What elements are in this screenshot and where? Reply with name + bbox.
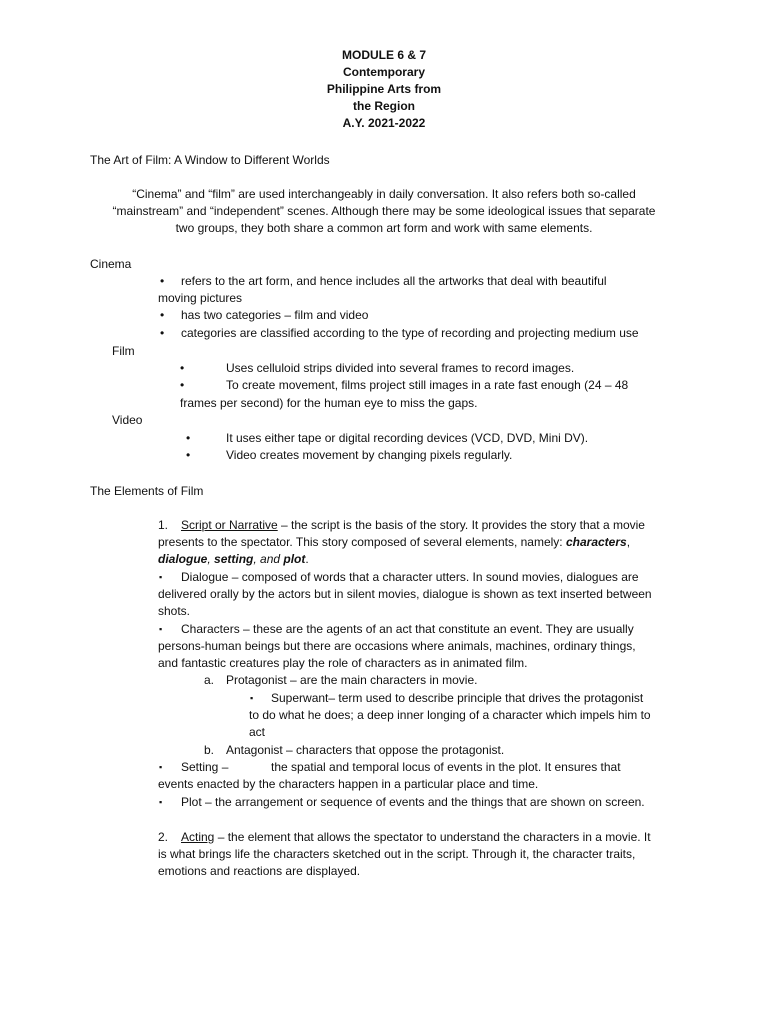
cinema-heading: Cinema	[90, 257, 132, 271]
square-bullet-icon: ▪	[159, 762, 163, 772]
video-bullet-2: Video creates movement by changing pixels regularly.	[226, 448, 513, 462]
item-2-number: 2.	[158, 830, 169, 844]
bullet-icon: •	[186, 448, 191, 462]
item-2-line-1	[181, 829, 651, 846]
sub-item-a-protagonist: Protagonist – are the main characters in movie.	[226, 673, 478, 687]
element-plot: plot	[283, 552, 306, 566]
item-2-line-2: is what brings life the characters sketched out in the script. Through it, the character traits,	[158, 847, 636, 861]
header-line-module: MODULE 6 & 7	[341, 48, 426, 62]
item-2-line-3: emotions and reactions are displayed.	[158, 864, 361, 878]
characters-line-2: persons-human beings but there are occasions where animals, machines, ordinary things,	[158, 639, 636, 653]
film-bullet-2: To create movement, films project still images in a rate fast enough (24 – 48	[226, 378, 629, 392]
item-1-term: Script or Narrative	[181, 518, 278, 532]
video-heading: Video	[112, 413, 143, 427]
film-heading: Film	[112, 344, 135, 358]
punctuation: ,	[626, 535, 631, 549]
setting-term: Setting –	[181, 760, 229, 774]
superwant-line-3: act	[249, 725, 266, 739]
intro-line: two groups, they both share a common art form and work with same elements.	[175, 221, 593, 235]
element-dialogue: dialogue	[158, 552, 208, 566]
item-2-term: Acting	[181, 830, 215, 844]
bullet-icon: •	[160, 326, 165, 340]
cinema-bullet-1-cont: moving pictures	[158, 291, 243, 305]
square-bullet-icon: ▪	[159, 797, 163, 807]
item-2-text: – the element that allows the spectator to understand the characters in a movie. It	[214, 830, 651, 844]
punctuation: .	[305, 552, 309, 566]
bullet-icon: •	[180, 378, 185, 392]
dialogue-line-1: Dialogue – composed of words that a character utters. In sound movies, dialogues are	[181, 570, 639, 584]
superwant-line-2: to do what he does; a deep inner longing of a character which impels him to	[249, 708, 651, 722]
plot-line: Plot – the arrangement or sequence of events and the things that are shown on screen.	[181, 795, 645, 809]
sub-item-a-label: a.	[204, 673, 215, 687]
header-line-contemporary: Contemporary	[342, 65, 425, 79]
dialogue-line-3: shots.	[158, 604, 191, 618]
header-line-philippine-arts: Philippine Arts from	[326, 82, 442, 96]
setting-line-1: the spatial and temporal locus of events in the plot. It ensures that	[271, 760, 621, 774]
bullet-icon: •	[186, 431, 191, 445]
cinema-bullet-2: has two categories – film and video	[181, 308, 369, 322]
square-bullet-icon: ▪	[159, 624, 163, 634]
header-line-ay: A.Y. 2021-2022	[342, 116, 426, 130]
intro-line: “Cinema” and “film” are used interchangeably in daily conversation. It also refers both so-called	[132, 187, 636, 201]
element-characters: characters	[565, 535, 627, 549]
bullet-icon: •	[180, 361, 185, 375]
characters-line-1: Characters – these are the agents of an act that constitute an event. They are usually	[181, 622, 634, 636]
square-bullet-icon: ▪	[159, 572, 163, 582]
square-bullet-icon: ▪	[250, 693, 254, 703]
intro-line: “mainstream” and “independent” scenes. Although there may be some ideological issues that separate	[112, 204, 656, 218]
dialogue-line-2: delivered orally by the actors but in silent movies, dialogue is shown as text inserted between	[158, 587, 652, 601]
item-1-line-3	[158, 551, 309, 568]
video-bullet-1: It uses either tape or digital recording devices (VCD, DVD, Mini DV).	[226, 431, 589, 445]
element-setting: setting	[214, 552, 254, 566]
film-bullet-1: Uses celluloid strips divided into several frames to record images.	[226, 361, 575, 375]
setting-line-2: events enacted by the characters happen in a particular place and time.	[158, 777, 539, 791]
item-1-line-1	[181, 517, 645, 534]
section-title-elements: The Elements of Film	[90, 484, 204, 498]
punctuation: ,	[207, 552, 215, 566]
sub-item-b-antagonist: Antagonist – characters that oppose the protagonist.	[226, 743, 505, 757]
bullet-icon: •	[160, 308, 165, 322]
header-line-region: the Region	[353, 99, 415, 113]
film-bullet-2-cont: frames per second) for the human eye to miss the gaps.	[180, 396, 478, 410]
section-title-art-of-film: The Art of Film: A Window to Different Worlds	[90, 153, 330, 167]
intro-paragraph	[0, 186, 768, 237]
item-1-number: 1.	[158, 518, 169, 532]
item-1-line-2	[158, 534, 630, 551]
module-header	[0, 47, 768, 132]
cinema-bullet-3: categories are classified according to the type of recording and projecting medium use	[181, 326, 639, 340]
cinema-bullet-1: refers to the art form, and hence includes all the artworks that deal with beautiful	[181, 274, 607, 288]
item-1-text: presents to the spectator. This story composed of several elements, namely:	[158, 535, 566, 549]
item-1-text: – the script is the basis of the story. It provides the story that a movie	[277, 518, 645, 532]
characters-line-3: and fantastic creatures play the role of characters as in animated film.	[158, 656, 528, 670]
bullet-icon: •	[160, 274, 165, 288]
superwant-line-1: Superwant– term used to describe principle that drives the protagonist	[271, 691, 644, 705]
sub-item-b-label: b.	[204, 743, 215, 757]
punctuation: , and	[253, 552, 284, 566]
